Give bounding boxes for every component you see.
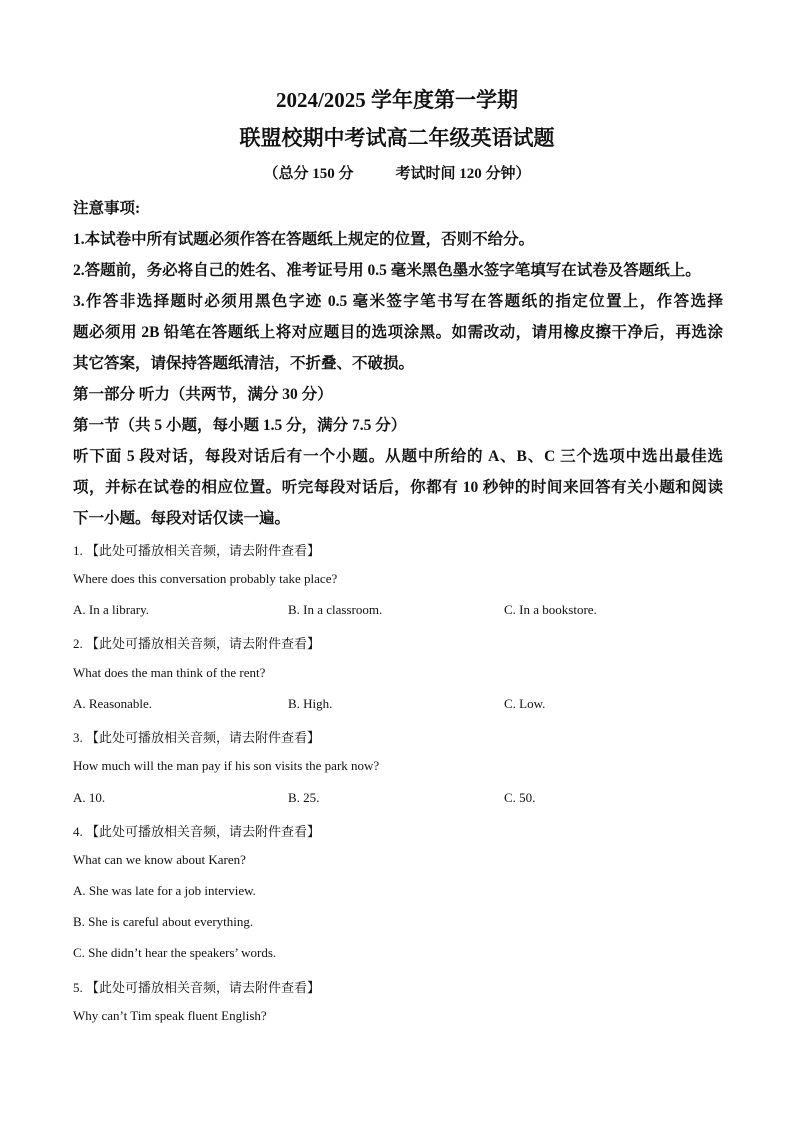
exam-score-time	[0, 162, 794, 183]
notice-item-3-line-3: 其它答案，请保持答题纸清洁，不折叠、不破损。	[73, 355, 415, 372]
question-stem-q1: Where does this conversation probably take place?	[73, 571, 338, 586]
audio-link-q1[interactable]: 1. 【此处可播放相关音频，请去附件查看】	[73, 543, 321, 558]
instructions-line-3: 下一小题。每段对话仅读一遍。	[73, 510, 291, 527]
option-c-q4: C. She didn’t hear the speakers’ words.	[73, 945, 277, 960]
section1-title: 第一节（共 5 小题，每小题 1.5 分，满分 7.5 分）	[73, 417, 407, 434]
option-c-q3: C. 50.	[504, 790, 536, 805]
question-stem-q5: Why can’t Tim speak fluent English?	[73, 1008, 267, 1023]
part1-title: 第一部分 听力（共两节，满分 30 分）	[73, 386, 333, 403]
notice-item-1: 1.本试卷中所有试题必须作答在答题纸上规定的位置，否则不给分。	[73, 231, 535, 248]
option-a-q4: A. She was late for a job interview.	[73, 883, 256, 898]
total-score: （总分 150 分	[263, 166, 354, 182]
question-stem-q4: What can we know about Karen?	[73, 852, 246, 867]
option-b-q3: B. 25.	[288, 790, 320, 805]
audio-link-q2[interactable]: 2. 【此处可播放相关音频，请去附件查看】	[73, 636, 321, 651]
option-a-q2: A. Reasonable.	[73, 696, 153, 711]
option-a-q3: A. 10.	[73, 790, 106, 805]
notice-item-2: 2.答题前，务必将自己的姓名、准考证号用 0.5 毫米黑色墨水签字笔填写在试卷及答题纸上。	[73, 262, 701, 279]
notice-item-3-line-1: 3.作答非选择题时必须用黑色字迹 0.5 毫米签字笔书写在答题纸的指定位置上，作答选择	[73, 293, 723, 310]
audio-link-q3[interactable]: 3. 【此处可播放相关音频，请去附件查看】	[73, 730, 321, 745]
question-stem-q3: How much will the man pay if his son visits the park now?	[73, 758, 380, 773]
question-stem-q2: What does the man think of the rent?	[73, 665, 266, 680]
audio-link-q5[interactable]: 5. 【此处可播放相关音频，请去附件查看】	[73, 980, 321, 995]
exam-term-title: 2024/2025 学年度第一学期	[275, 88, 519, 112]
notice-heading: 注意事项:	[73, 200, 141, 217]
option-c-q2: C. Low.	[504, 696, 546, 711]
exam-time: 考试时间 120 分钟）	[395, 166, 531, 182]
instructions-line-1: 听下面 5 段对话，每段对话后有一个小题。从题中所给的 A、B、C 三个选项中选出最佳选	[73, 448, 723, 465]
option-b-q4: B. She is careful about everything.	[73, 914, 254, 929]
option-b-q1: B. In a classroom.	[288, 602, 383, 617]
option-a-q1: A. In a library.	[73, 602, 150, 617]
notice-item-3-line-2: 题必须用 2B 铅笔在答题纸上将对应题目的选项涂黑。如需改动，请用橡皮擦干净后，再选涂	[73, 324, 723, 341]
instructions-line-2: 项，并标在试卷的相应位置。听完每段对话后，你都有 10 秒钟的时间来回答有关小题和阅读	[73, 479, 723, 496]
audio-link-q4[interactable]: 4. 【此处可播放相关音频，请去附件查看】	[73, 824, 321, 839]
option-b-q2: B. High.	[288, 696, 333, 711]
exam-title: 联盟校期中考试高二年级英语试题	[239, 126, 555, 150]
option-c-q1: C. In a bookstore.	[504, 602, 597, 617]
